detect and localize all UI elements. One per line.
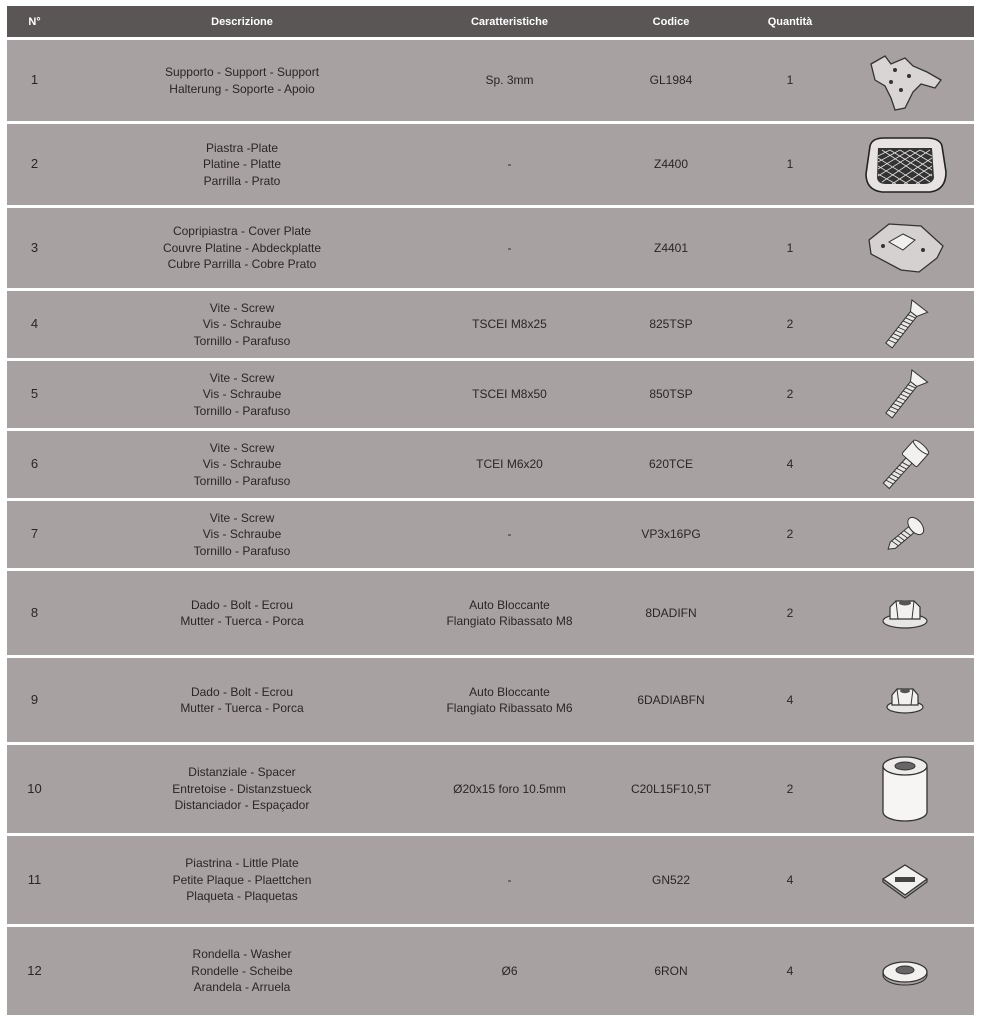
description-line: Vite - Screw <box>209 440 275 455</box>
item-code: 6DADIABFN <box>637 692 705 707</box>
little-plate-icon <box>835 861 974 899</box>
item-number: 5 <box>30 386 39 402</box>
description-line: Parrilla - Prato <box>203 173 281 188</box>
item-characteristics <box>422 386 597 403</box>
table-row <box>7 927 974 1015</box>
description-line: Platine - Platte <box>202 157 282 172</box>
description-line: Tornillo - Parafuso <box>193 333 291 348</box>
item-code: VP3x16PG <box>641 527 701 542</box>
header-number: N° <box>28 15 41 28</box>
item-code: Z4400 <box>653 157 689 172</box>
description-line: Distanziale - Spacer <box>188 765 296 780</box>
table-row <box>7 745 974 833</box>
header-quantity: Quantità <box>767 15 813 28</box>
item-description <box>62 64 422 97</box>
item-number: 3 <box>30 239 39 255</box>
item-number: 6 <box>30 456 39 472</box>
characteristics-line: - <box>507 240 512 255</box>
item-characteristics <box>422 963 597 980</box>
item-code: 8DADIFN <box>645 605 697 620</box>
table-row <box>7 40 974 121</box>
item-quantity: 2 <box>786 605 794 620</box>
description-line: Vis - Schraube <box>202 317 282 332</box>
item-description <box>62 140 422 190</box>
description-line: Vis - Schraube <box>202 527 282 542</box>
item-description <box>62 510 422 560</box>
item-number: 9 <box>30 691 39 707</box>
item-quantity: 2 <box>786 527 794 542</box>
characteristics-line: TCEI M6x20 <box>476 457 543 472</box>
item-characteristics <box>422 240 597 257</box>
description-line: Arandela - Arruela <box>193 980 291 995</box>
description-line: Cubre Parrilla - Cobre Prato <box>167 257 317 272</box>
item-description <box>62 855 422 905</box>
characteristics-line: Auto Bloccante <box>469 597 550 612</box>
table-body <box>7 40 974 1015</box>
item-characteristics <box>422 684 597 717</box>
item-description <box>62 597 422 630</box>
description-line: Vite - Screw <box>209 510 275 525</box>
item-quantity: 4 <box>786 457 794 472</box>
item-description <box>62 370 422 420</box>
characteristics-line: Flangiato Ribassato M6 <box>446 701 573 715</box>
description-line: Tornillo - Parafuso <box>193 403 291 418</box>
item-quantity: 1 <box>786 73 794 88</box>
characteristics-line: Ø20x15 foro 10.5mm <box>453 781 566 796</box>
mounting-plate-icon <box>835 132 974 198</box>
description-line: Mutter - Tuerca - Porca <box>180 614 304 628</box>
item-characteristics <box>422 72 597 89</box>
header-characteristics: Caratteristiche <box>470 15 549 28</box>
item-quantity: 4 <box>786 692 794 707</box>
countersunk-screw-icon <box>835 367 974 423</box>
item-number: 1 <box>30 72 39 88</box>
item-characteristics <box>422 872 597 889</box>
description-line: Halterung - Soporte - Apoio <box>169 81 315 96</box>
item-description <box>62 440 422 490</box>
item-number: 8 <box>30 604 39 620</box>
description-line: Piastrina - Little Plate <box>185 856 299 871</box>
item-quantity: 2 <box>786 781 794 796</box>
item-characteristics <box>422 156 597 173</box>
item-characteristics <box>422 526 597 543</box>
characteristics-line: TSCEI M8x25 <box>472 317 547 332</box>
characteristics-line: Ø6 <box>501 963 518 978</box>
table-row <box>7 291 974 358</box>
item-description <box>62 764 422 814</box>
description-line: Vis - Schraube <box>202 457 282 472</box>
description-line: Couvre Platine - Abdeckplatte <box>162 240 322 255</box>
item-characteristics <box>422 781 597 798</box>
characteristics-line: - <box>507 157 512 172</box>
flange-nut-small-icon <box>835 683 974 717</box>
item-number: 10 <box>27 780 42 796</box>
description-line: Vis - Schraube <box>202 387 282 402</box>
description-line: Plaqueta - Plaquetas <box>186 889 298 904</box>
countersunk-screw-icon <box>835 297 974 353</box>
characteristics-line: Auto Bloccante <box>469 684 550 699</box>
characteristics-line: - <box>507 872 512 887</box>
item-description <box>62 223 422 273</box>
item-number: 11 <box>27 871 42 887</box>
item-quantity: 1 <box>786 240 794 255</box>
description-line: Supporto - Support - Support <box>164 65 320 79</box>
description-line: Distanciador - Espaçador <box>174 798 310 813</box>
item-code: 6RON <box>654 963 688 978</box>
table-row <box>7 658 974 742</box>
table-row <box>7 431 974 498</box>
item-characteristics <box>422 597 597 630</box>
description-line: Rondelle - Scheibe <box>191 963 293 978</box>
table-row <box>7 836 974 924</box>
cover-plate-icon <box>835 220 974 276</box>
self-tapping-screw-icon <box>835 512 974 558</box>
characteristics-line: - <box>507 527 512 542</box>
item-code: 825TSP <box>649 317 693 332</box>
table-row <box>7 571 974 655</box>
item-number: 12 <box>27 962 42 978</box>
description-line: Entretoise - Distanzstueck <box>172 781 312 796</box>
item-characteristics <box>422 316 597 333</box>
description-line: Dado - Bolt - Ecrou <box>190 684 294 699</box>
spacer-icon <box>835 754 974 824</box>
description-line: Vite - Screw <box>209 300 275 315</box>
item-number: 4 <box>30 316 39 332</box>
item-code: GN522 <box>651 872 691 887</box>
characteristics-line: Flangiato Ribassato M8 <box>446 614 573 628</box>
item-quantity: 2 <box>786 387 794 402</box>
item-code: C20L15F10,5T <box>630 781 712 796</box>
item-number: 2 <box>30 156 39 172</box>
item-quantity: 2 <box>786 317 794 332</box>
item-number: 7 <box>30 526 39 542</box>
table-row <box>7 501 974 568</box>
parts-table <box>7 6 974 1015</box>
item-code: Z4401 <box>653 240 689 255</box>
item-code: 850TSP <box>649 387 693 402</box>
table-row <box>7 361 974 428</box>
table-row <box>7 208 974 288</box>
item-characteristics <box>422 456 597 473</box>
socket-head-screw-icon <box>835 437 974 493</box>
washer-icon <box>835 956 974 986</box>
flange-nut-icon <box>835 595 974 631</box>
item-description <box>62 684 422 717</box>
item-code: GL1984 <box>649 73 693 88</box>
item-quantity: 4 <box>786 872 794 887</box>
description-line: Petite Plaque - Plaettchen <box>172 872 312 887</box>
table-header <box>7 6 974 37</box>
item-quantity: 1 <box>786 157 794 172</box>
item-description <box>62 946 422 996</box>
description-line: Dado - Bolt - Ecrou <box>190 597 294 612</box>
item-quantity: 4 <box>786 963 794 978</box>
header-description: Descrizione <box>211 15 273 28</box>
description-line: Copripiastra - Cover Plate <box>172 224 312 239</box>
item-description <box>62 300 422 350</box>
characteristics-line: TSCEI M8x50 <box>472 387 547 402</box>
description-line: Vite - Screw <box>209 370 275 385</box>
table-row <box>7 124 974 205</box>
description-line: Mutter - Tuerca - Porca <box>180 701 304 715</box>
description-line: Tornillo - Parafuso <box>193 543 291 558</box>
header-code: Codice <box>652 15 690 28</box>
item-code: 620TCE <box>648 457 694 472</box>
characteristics-line: Sp. 3mm <box>485 73 534 88</box>
description-line: Rondella - Washer <box>192 947 292 962</box>
description-line: Piastra -Plate <box>205 140 279 155</box>
support-bracket-icon <box>835 50 974 112</box>
description-line: Tornillo - Parafuso <box>193 473 291 488</box>
